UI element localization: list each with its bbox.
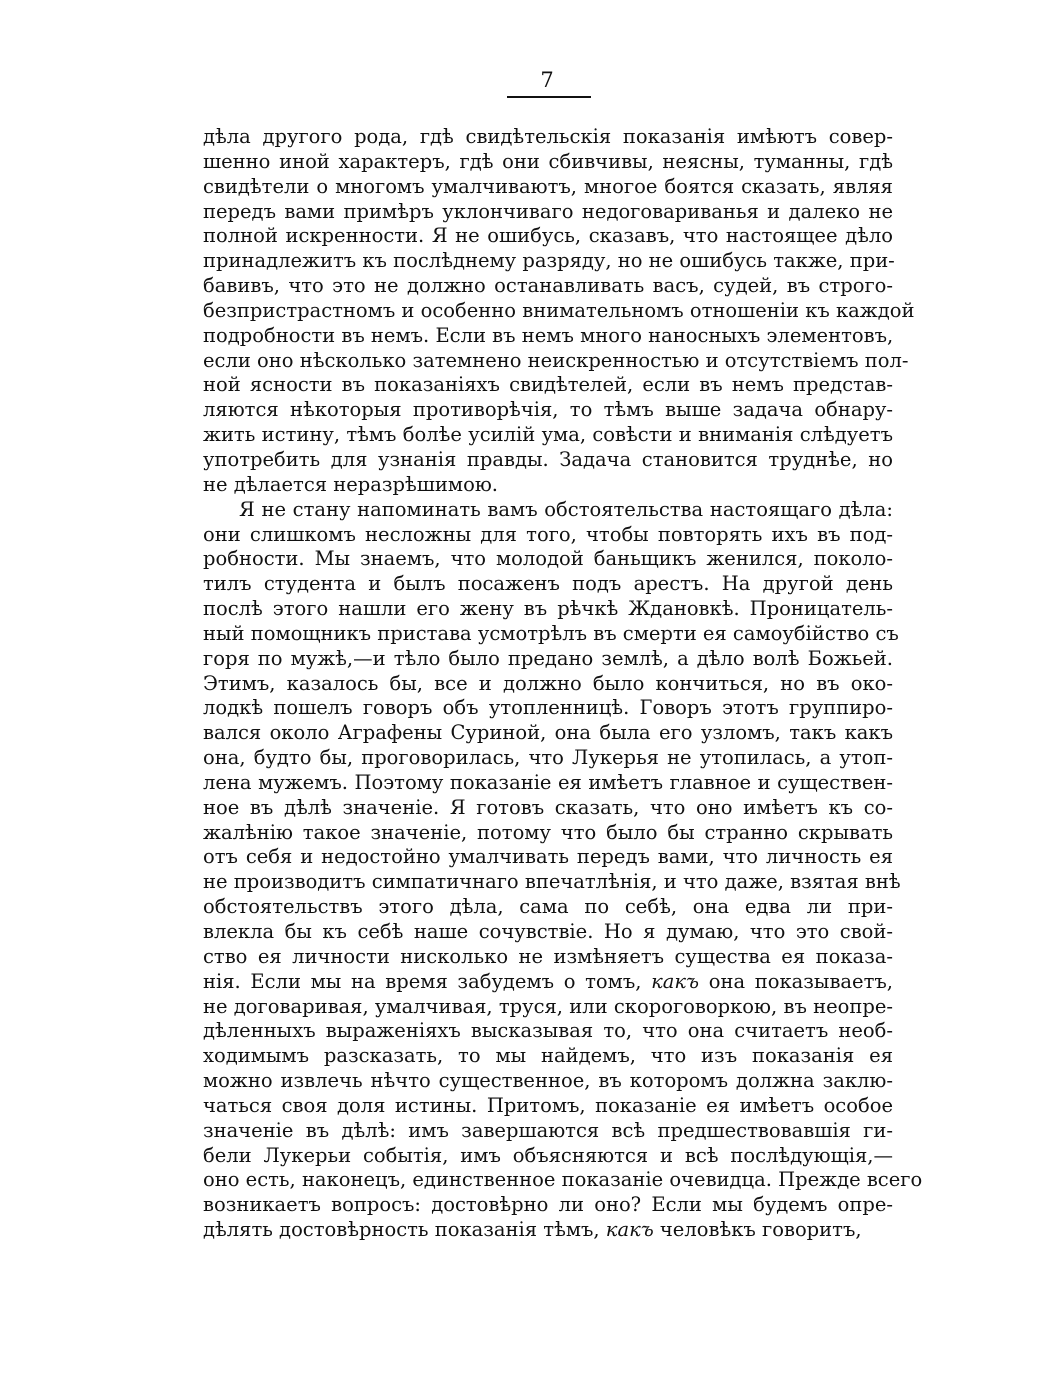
text-line: она, будто бы, проговорилась, что Лукерья не утопилась, а утоп- bbox=[203, 746, 893, 770]
text-line: не дѣлается неразрѣшимою. bbox=[203, 472, 498, 496]
text-line: тилъ студента и былъ посаженъ подъ арестъ. На другой день bbox=[203, 572, 893, 596]
text-line: лена мужемъ. Поэтому показаніе ея имѣетъ главное и существен- bbox=[203, 770, 893, 794]
text-line: ходимымъ разсказать, то мы найдемъ, что изъ показанія ея bbox=[203, 1044, 893, 1068]
text-line: отъ себя и недостойно умалчивать передъ вами, что личность ея bbox=[203, 845, 893, 869]
text-line: ство ея личности нисколько не измѣняетъ существа ея показа- bbox=[203, 944, 893, 968]
text-line: значеніе въ дѣлѣ: имъ завершаются всѣ предшествовавшія ги- bbox=[203, 1118, 893, 1142]
text-line: горя по мужѣ,—и тѣло было предано землѣ, а дѣло волѣ Божьей. bbox=[203, 646, 893, 670]
paragraph bbox=[203, 497, 923, 1243]
text-line: свидѣтели о многомъ умалчиваютъ, многое боятся сказать, являя bbox=[203, 174, 893, 198]
text-line: передъ вами примѣръ уклончиваго недоговариванья и далеко не bbox=[203, 199, 893, 223]
text-line: не договаривая, умалчивая, труся, или скороговоркою, въ неопре- bbox=[203, 994, 893, 1018]
text-line: дѣла другого рода, гдѣ свидѣтельскія показанія имѣютъ совер- bbox=[203, 125, 893, 148]
text-line: дѣленныхъ выраженіяхъ высказывая то, что она считаетъ необ- bbox=[203, 1019, 893, 1043]
italic-word: какъ bbox=[605, 1218, 654, 1242]
text-line: чаться своя доля истины. Притомъ, показаніе ея имѣетъ особое bbox=[203, 1093, 893, 1117]
text-line: они слишкомъ несложны для того, чтобы повторять ихъ въ под- bbox=[203, 522, 893, 546]
text-line: влекла бы къ себѣ наше сочувствіе. Но я думаю, что это свой- bbox=[203, 920, 893, 943]
text-line: употребить для узнанія правды. Задача становится труднѣе, но bbox=[203, 447, 893, 471]
text-line: если оно нѣсколько затемнено неискренностью и отсутствіемъ пол- bbox=[203, 348, 909, 372]
text-line: подробности въ немъ. Если въ немъ много наносныхъ элементовъ, bbox=[203, 323, 894, 347]
text-line: полной искренности. Я не ошибусь, сказавъ, что настоящее дѣло bbox=[203, 224, 893, 248]
page-number: 7 bbox=[540, 68, 554, 92]
text-line: Этимъ, казалось бы, все и должно было кончиться, но въ око- bbox=[203, 671, 893, 695]
italic-word: какъ bbox=[651, 969, 700, 993]
text-line: вался около Аграфены Суриной, она была его узломъ, такъ какъ bbox=[203, 721, 893, 745]
text-line: бавивъ, что это не должно останавливать васъ, судей, въ строго- bbox=[203, 274, 893, 298]
text-line: ляются нѣкоторыя противорѣчія, то тѣмъ выше задача обнару- bbox=[203, 398, 893, 422]
text-line: жалѣнію такое значеніе, потому что было бы странно скрывать bbox=[203, 820, 893, 844]
text-line: нія. Если мы на время забудемъ о томъ, какъ она показываетъ, bbox=[203, 969, 893, 993]
text-line: принадлежитъ къ послѣднему разряду, но не ошибусь также, при- bbox=[203, 249, 895, 273]
text-line: обстоятельствъ этого дѣла, сама по себѣ, она едва ли при- bbox=[203, 895, 893, 919]
text-line: Я не стану напоминать вамъ обстоятельства настоящаго дѣла: bbox=[239, 497, 893, 521]
text-line: можно извлечь нѣчто существенное, въ которомъ должна заклю- bbox=[203, 1069, 893, 1093]
text-line: не производитъ симпатичнаго впечатлѣнія, и что даже, взятая внѣ bbox=[203, 870, 901, 894]
text-line: робности. Мы знаемъ, что молодой баньщикъ женился, поколо- bbox=[203, 547, 893, 571]
text-line: бели Лукерьи событія, имъ объясняются и всѣ послѣдующія,— bbox=[203, 1143, 893, 1167]
text-line: ной ясности въ показаніяхъ свидѣтелей, если въ немъ представ- bbox=[203, 373, 893, 397]
text-line: ное въ дѣлѣ значеніе. Я готовъ сказать, что оно имѣетъ къ со- bbox=[203, 795, 893, 819]
page-number-rule bbox=[507, 96, 591, 98]
text-line: шенно иной характеръ, гдѣ они сбивчивы, неясны, туманны, гдѣ bbox=[203, 149, 893, 173]
text-line: ный помощникъ пристава усмотрѣлъ въ смерти ея самоубійство съ bbox=[203, 621, 899, 645]
text-line: дѣлять достовѣрность показанія тѣмъ, какъ человѣкъ говоритъ, bbox=[203, 1218, 862, 1242]
text-line: лодкѣ пошелъ говоръ объ утопленницѣ. Говоръ этотъ группиро- bbox=[203, 696, 893, 720]
text-line: послѣ этого нашли его жену въ рѣчкѣ Ждановкѣ. Проницатель- bbox=[203, 597, 893, 621]
paragraph bbox=[203, 125, 915, 498]
body-text bbox=[203, 125, 923, 1243]
text-line: безпристрастномъ и особенно внимательномъ отношеніи къ каждой bbox=[203, 298, 915, 322]
text-line: возникаетъ вопросъ: достовѣрно ли оно? Если мы будемъ опре- bbox=[203, 1193, 893, 1217]
text-line: жить истину, тѣмъ болѣе усилій ума, совѣсти и вниманія слѣдуетъ bbox=[203, 423, 893, 447]
text-line: оно есть, наконецъ, единственное показаніе очевидца. Прежде всего bbox=[203, 1168, 923, 1192]
